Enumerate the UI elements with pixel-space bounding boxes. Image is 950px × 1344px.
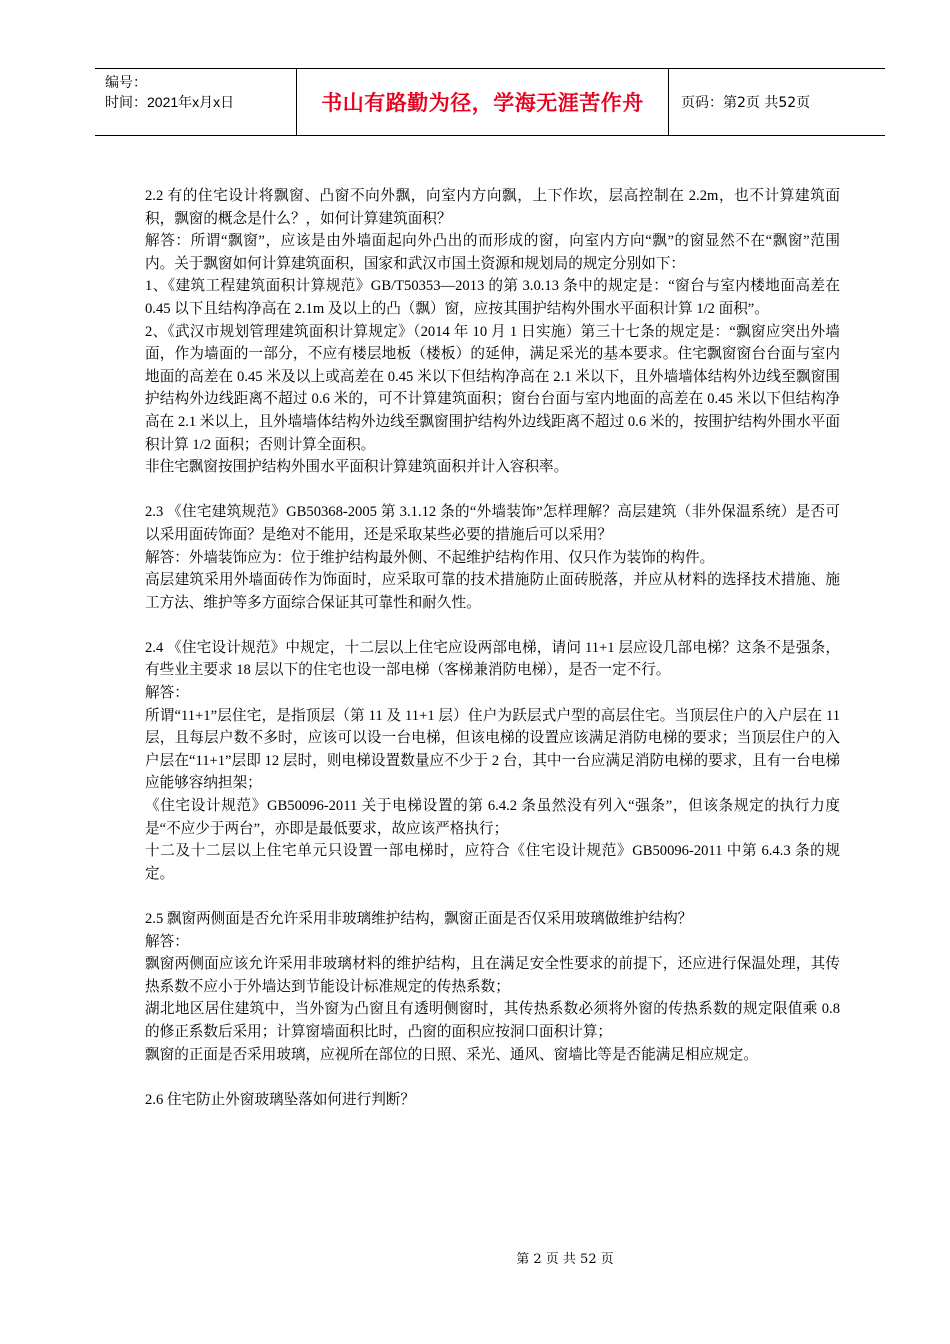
paragraph-spacer xyxy=(145,479,840,502)
document-header xyxy=(95,68,885,136)
document-body xyxy=(145,185,840,1111)
body-paragraph: 2.6 住宅防止外窗玻璃坠落如何进行判断？ xyxy=(145,1091,415,1108)
page-footer: 第 2 页 共 52 页 xyxy=(516,1252,614,1267)
body-paragraph: 所谓“11+1”层住宅，是指顶层（第 11 及 11+1 层）住户为跃层式户型的高层住宅。当顶层住户的入户层在 11 层，且每层户数不多时，应该可以设一台电梯，但该电梯的设置应该满足消防电梯的要求；当顶层住户的入户层在“11+1”层即 12 层时，则电梯设置数量应不少于 2 台，其中一台应满足消防电梯的要求，且有一台电梯应能够容纳担架； xyxy=(145,707,840,792)
body-paragraph: 1、《建筑工程建筑面积计算规范》GB/T50353—2013 的第 3.0.13 条中的规定是：“窗台与室内楼地面高差在 0.45 以下且结构净高在 2.1m 及以上的凸（飘）窗，应按其围护结构外围水平面积计算 1/2 面积”。 xyxy=(145,278,840,317)
paragraph-spacer xyxy=(145,1066,840,1089)
body-paragraph: 2.5 飘窗两侧面是否允许采用非玻璃维护结构，飘窗正面是否仅采用玻璃做维护结构？ xyxy=(145,911,693,927)
document-number-label: 编号： xyxy=(105,74,147,90)
body-paragraph: 解答： xyxy=(145,685,189,702)
header-page-info: 页码：第2页 共52页 xyxy=(681,95,811,111)
body-paragraph: 飘窗两侧面应该允许采用非玻璃材料的维护结构，且在满足安全性要求的前提下，还应进行保温处理，其传热系数不应小于外墙达到节能设计标准规定的传热系数； xyxy=(145,956,840,995)
paragraph-spacer xyxy=(145,614,840,637)
body-paragraph: 2.2 有的住宅设计将飘窗、凸窗不向外飘，向室内方向飘，上下作坎，层高控制在 2.2m，也不计算建筑面积，飘窗的概念是什么？，如何计算建筑面积？ xyxy=(145,188,840,227)
body-paragraph: 高层建筑采用外墙面砖作为饰面时，应采取可靠的技术措施防止面砖脱落，并应从材料的选择技术措施、施工方法、维护等多方面综合保证其可靠性和耐久性。 xyxy=(145,572,840,611)
body-paragraph: 飘窗的正面是否采用玻璃，应视所在部位的日照、采光、通风、窗墙比等是否能满足相应规定。 xyxy=(145,1046,758,1063)
body-paragraph: 《住宅设计规范》GB50096-2011 关于电梯设置的第 6.4.2 条虽然没有列入“强条”，但该条规定的执行力度是“不应少于两台”，亦即是最低要求，故应该严格执行； xyxy=(145,798,840,837)
header-meta xyxy=(95,69,297,135)
body-paragraph: 2.3 《住宅建筑规范》GB50368-2005 第 3.1.12 条的“外墙装饰”怎样理解？高层建筑（非外保温系统）是否可以采用面砖饰面？是绝对不能用，还是采取某些必要的措施后可以采用？ xyxy=(145,504,840,543)
paragraph-spacer xyxy=(145,885,840,908)
body-paragraph: 2、《武汉市规划管理建筑面积计算规定》（2014 年 10 月 1 日实施）第三十七条的规定是：“飘窗应突出外墙面，作为墙面的一部分，不应有楼层地板（楼板）的延伸，满足采光的基本要求。住宅飘窗窗台台面与室内地面的高差在 0.45 米及以上或高差在 0.45 米以下但结构净高在 2.1 米以下，且外墙墙体结构外边线至飘窗围护结构外边线距离不超过 0.6 米的，可不计算建筑面积；窗台台面与室内地面的高差在 0.45 米以下但结构净高在 2.1 米以上，且外墙墙体结构外边线至飘窗围护结构外边线距离不超过 0.6 米的，按围护结构外围水平面积计算 1/2 面积；否则计算全面积。 xyxy=(145,323,840,453)
header-motto: 书山有路勤为径，学海无涯苦作舟 xyxy=(297,69,669,135)
body-paragraph: 解答：所谓“飘窗”，应该是由外墙面起向外凸出的而形成的窗，向室内方向“飘”的窗显然不在“飘窗”范围内。关于飘窗如何计算建筑面积，国家和武汉市国土资源和规划局的规定分别如下： xyxy=(145,233,840,272)
body-paragraph: 非住宅飘窗按围护结构外围水平面积计算建筑面积并计入容积率。 xyxy=(145,459,569,476)
document-time-label: 时间：2021年x月x日 xyxy=(105,94,235,110)
body-paragraph: 湖北地区居住建筑中，当外窗为凸窗且有透明侧窗时，其传热系数必须将外窗的传热系数的规定限值乘 0.8 的修正系数后采用；计算窗墙面积比时，凸窗的面积应按洞口面积计算； xyxy=(145,1001,840,1040)
body-paragraph: 解答： xyxy=(145,933,189,950)
body-paragraph: 十二及十二层以上住宅单元只设置一部电梯时，应符合《住宅设计规范》GB50096-2011 中第 6.4.3 条的规定。 xyxy=(145,843,840,882)
body-paragraph: 2.4 《住宅设计规范》中规定，十二层以上住宅应设两部电梯，请问 11+1 层应设几部电梯？这条不是强条，有些业主要求 18 层以下的住宅也设一部电梯（客梯兼消防电梯），是否一定不行。 xyxy=(145,639,840,679)
body-paragraph: 解答：外墙装饰应为：位于维护结构最外侧、不起维护结构作用、仅只作为装饰的构件。 xyxy=(145,549,715,566)
